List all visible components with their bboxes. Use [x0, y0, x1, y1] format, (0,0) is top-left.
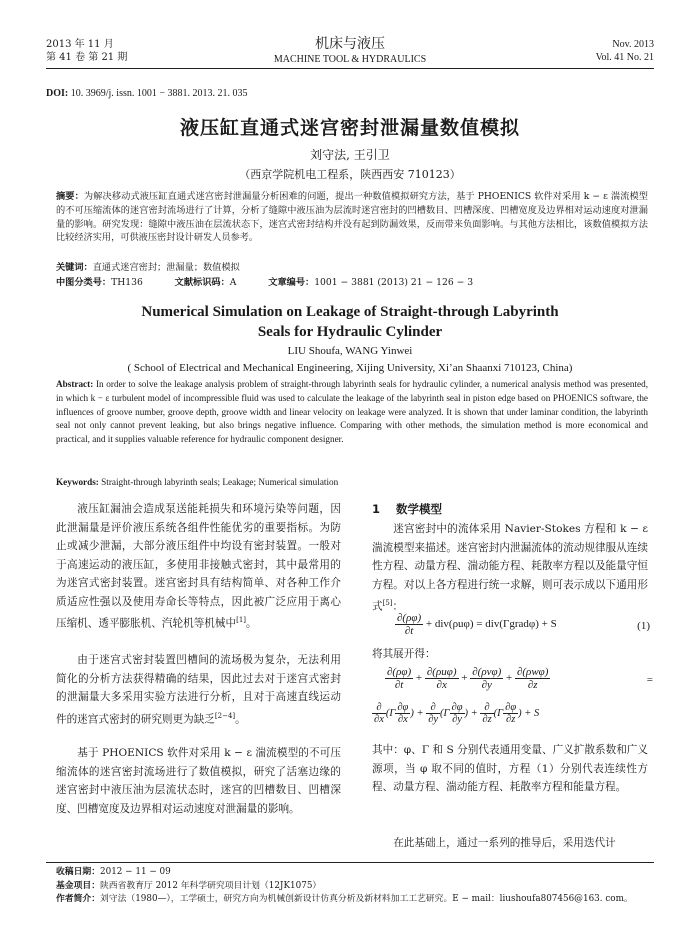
model-p1-end: ： [392, 600, 404, 613]
eq1-number: (1) [637, 620, 650, 632]
article-no-label: 文章编号： [268, 277, 315, 288]
doi-label: DOI: [46, 88, 69, 99]
paper-title-zh: 液压缸直通式迷宫密封泄漏量数值模拟 [179, 117, 520, 139]
abstract-en-text: In order to solve the leakage analysis problem of straight-through labyrinth seals for hydraulic cylinder, a numerical analysis method was presented, in which k − ε turbulent model of incompressible fluid was used to calculate the leakage of the labyrinth seal in piston edge based on PHOENICS software, the influences of groove number, groove depth, groove width and linear velocity on leakage were analyzed. It is shown that under laminar condition, the labyrinth seal not only cannot prevent leaking, but also brings negative influence. Comparing with other methods, the simulation method is more economical and practical, and it supplies valuable reference for hydraulic component designer. [56, 379, 648, 445]
fund-line [56, 880, 652, 894]
authors-zh: 刘守法, 王引卫 [310, 148, 390, 162]
keywords-zh-text: 直通式迷宫密封；泄漏量；数值模拟 [92, 262, 240, 273]
abstract-en-label: Abstract: [56, 379, 94, 389]
intro-p2-text: 由于迷宫式密封装置凹槽间的流场极为复杂，无法利用简化的分析方法获得精确的结果，因此过去对于迷宫式密封的泄漏量大多采用实验方法进行分析，且对于高速直线运动件的迷宫式密封的研究则更为缺乏 [56, 654, 341, 726]
eq1-time-term: $\frac{\partial(\rho\varphi)}{\partial t}$ [397, 612, 422, 637]
intro-p1-text: 液压缸漏油会造成泵送能耗损失和环境污染等问题，因此泄漏量是评价液压系统各组件性能优劣的重要指标。为防止或减少泄漏，大部分液压组件中均设有密封装置。一般对于高速运动的液压缸，多使用非接触式密封，其中最常用的为迷宫式密封装置。迷宫密封具有结构简单、对各种工作介质适应性强以及使用寿命长等特点，因此被广泛应用于离心压缩机、透平膨胀机、汽轮机等机械中 [56, 503, 341, 630]
paper-title-en [0, 302, 700, 342]
footnote-rule [46, 862, 654, 863]
paper-title-en-line2: Seals for Hydraulic Cylinder [257, 324, 443, 340]
expand-label: 将其展开得： [372, 648, 436, 660]
abstract-zh-text: 为解决移动式液压缸直通式迷宫密封泄漏量分析困难的问题，提出一种数值模拟研究方法，基于 PHOENICS 软件对采用 k − ε 湍流模型的不可压缩流体的迷宫密封流场进行了计算，分析了缝隙中液压油为层流时迷宫密封的凹槽数目、凹槽深度、凹槽宽度及边界相对运动速度对泄漏量的影响。研究发现：缝隙中液压油在层流状态下，迷宫式密封结构并没有起到防漏效果，反而带来负面影响。与其他方法相比，该数值模拟方法比较经济实用，可供液压密封设计研发人员参考。 [56, 191, 648, 244]
fund-label: 基金项目： [56, 880, 100, 891]
doc-code-label: 文献标识码： [174, 277, 230, 288]
fund-text: 陕西省教育厅 2012 年科学研究项目计划（12JK1075） [100, 880, 322, 891]
affiliation-en: ( School of Electrical and Mechanical Engineering, Xijing University, Xi’an Shaanxi 710123, China) [127, 362, 573, 374]
journal-issue [596, 38, 654, 64]
classification-line [56, 276, 648, 290]
equation-expanded-line2: $\frac{\partial}{\partial x}$ (Γ $\frac{\partial\varphi}{\partial x}$ ) + $\frac{\partial}{\partial y}$ (Γ $\frac{\partial\varphi}{\partial y}$ ) + $\frac{\partial}{\partial z}$ (Γ $\frac{\partial\varphi}{\partial z}$ ) + S [374, 702, 540, 725]
article-no-value: 1001 − 3881 (2013) 21 − 126 − 3 [314, 277, 474, 288]
model-paragraph-2: 其中：φ、Γ 和 S 分别代表通用变量、广义扩散系数和广义源项，当 φ 取不同的值时，方程（1）分别代表连续性方程、动量方程、湍动能方程、耗散率方程和能量方程。 [372, 744, 648, 793]
affiliation-zh: （西京学院机电工程系，陕西西安 710123） [239, 168, 461, 181]
abstract-en [56, 378, 648, 447]
keywords-zh-label: 关键词： [56, 262, 93, 273]
journal-title-en: MACHINE TOOL & HYDRAULICS [273, 54, 427, 65]
keywords-en-label: Keywords: [56, 477, 99, 487]
doi-line [46, 88, 248, 99]
intro-paragraph-1 [56, 500, 341, 633]
abstract-zh-label: 摘要： [56, 191, 84, 202]
author-bio-label: 作者简介： [56, 894, 100, 904]
header-rule [46, 68, 654, 69]
intro-p2-ref: [2−4] [214, 711, 236, 720]
header-volume: 第 41 卷 第 21 期 [46, 52, 128, 63]
header-vol-en: Vol. 41 No. 21 [595, 52, 654, 63]
clc-value: TH136 [111, 277, 143, 288]
received-date: 2012 − 11 − 09 [100, 867, 171, 877]
model-p1-ref: [5] [382, 599, 393, 607]
intro-paragraph-3: 基于 PHOENICS 软件对采用 k − ε 湍流模型的不可压缩流体的迷宫密封流场进行了数值模拟，研究了活塞边缘的迷宫密封中液压油为层流状态时，迷宫的凹槽数目、凹槽深度、凹槽宽度及边界相对运动速度对泄漏量的影响。 [56, 747, 341, 815]
intro-paragraph-2 [56, 651, 341, 729]
authors-en: LIU Shoufa, WANG Yinwei [287, 345, 413, 357]
doi-value: 10. 3969/j. issn. 1001 − 3881. 2013. 21. 035 [70, 88, 248, 99]
footnote [56, 866, 652, 907]
section-title: 数学模型 [396, 502, 443, 516]
journal-title-zh: 机床与液压 [315, 36, 385, 52]
doc-code-value: A [229, 277, 237, 288]
section-number: 1 [372, 502, 381, 516]
header-date: 2013 年 11 月 [46, 39, 114, 50]
intro-p1-end: 。 [246, 617, 257, 630]
model-p1-text: 迷宫密封中的流体采用 Navier-Stokes 方程和 k − ε 湍流模型来描述。迷宫密封内泄漏流体的流动规律服从连续性方程、动量方程、湍动能方程、耗散率方程以及能量守恒方程。对以上各方程进行统一求解，则可表示成以下通用形式 [372, 523, 648, 613]
keywords-zh [56, 261, 240, 275]
model-paragraph-1 [372, 520, 648, 616]
equation-1: $\frac{\partial(\rho\varphi)}{\partial t}$ + div(ρuφ) = div(Γgradφ) + S (1) [397, 612, 650, 637]
clc-label: 中图分类号： [56, 277, 112, 288]
section-heading [372, 501, 442, 517]
keywords-en [56, 476, 338, 490]
model-paragraph-3: 在此基础上，通过一系列的推导后，采用迭代计 [393, 837, 616, 849]
received-label: 收稿日期： [56, 867, 100, 877]
intro-p1-ref: [1] [236, 616, 247, 624]
header-month-en: Nov. 2013 [612, 39, 654, 50]
received-line [56, 866, 652, 880]
abstract-zh [56, 190, 648, 245]
author-bio-line [56, 893, 652, 907]
keywords-en-text: Straight-through labyrinth seals; Leakage; Numerical simulation [101, 477, 339, 487]
paper-title-en-line1: Numerical Simulation on Leakage of Straight-through Labyrinth [141, 304, 559, 320]
author-bio-text: 刘守法（1980—），工学硕士，研究方向为机械创新设计仿真分析及新材料加工工艺研究。E − mail：liushoufa807456@163. com。 [100, 894, 633, 904]
equation-expanded-line1: $\frac{\partial(\rho\varphi)}{\partial t}$ + $\frac{\text{∂(ρuφ)}}{\partial x}$ + $\frac{\text{∂(ρvφ)}}{\partial y}$ + $\frac{\text{∂(ρwφ)}}{\partial z}$ = [387, 666, 653, 691]
intro-p2-end: 。 [235, 713, 246, 726]
